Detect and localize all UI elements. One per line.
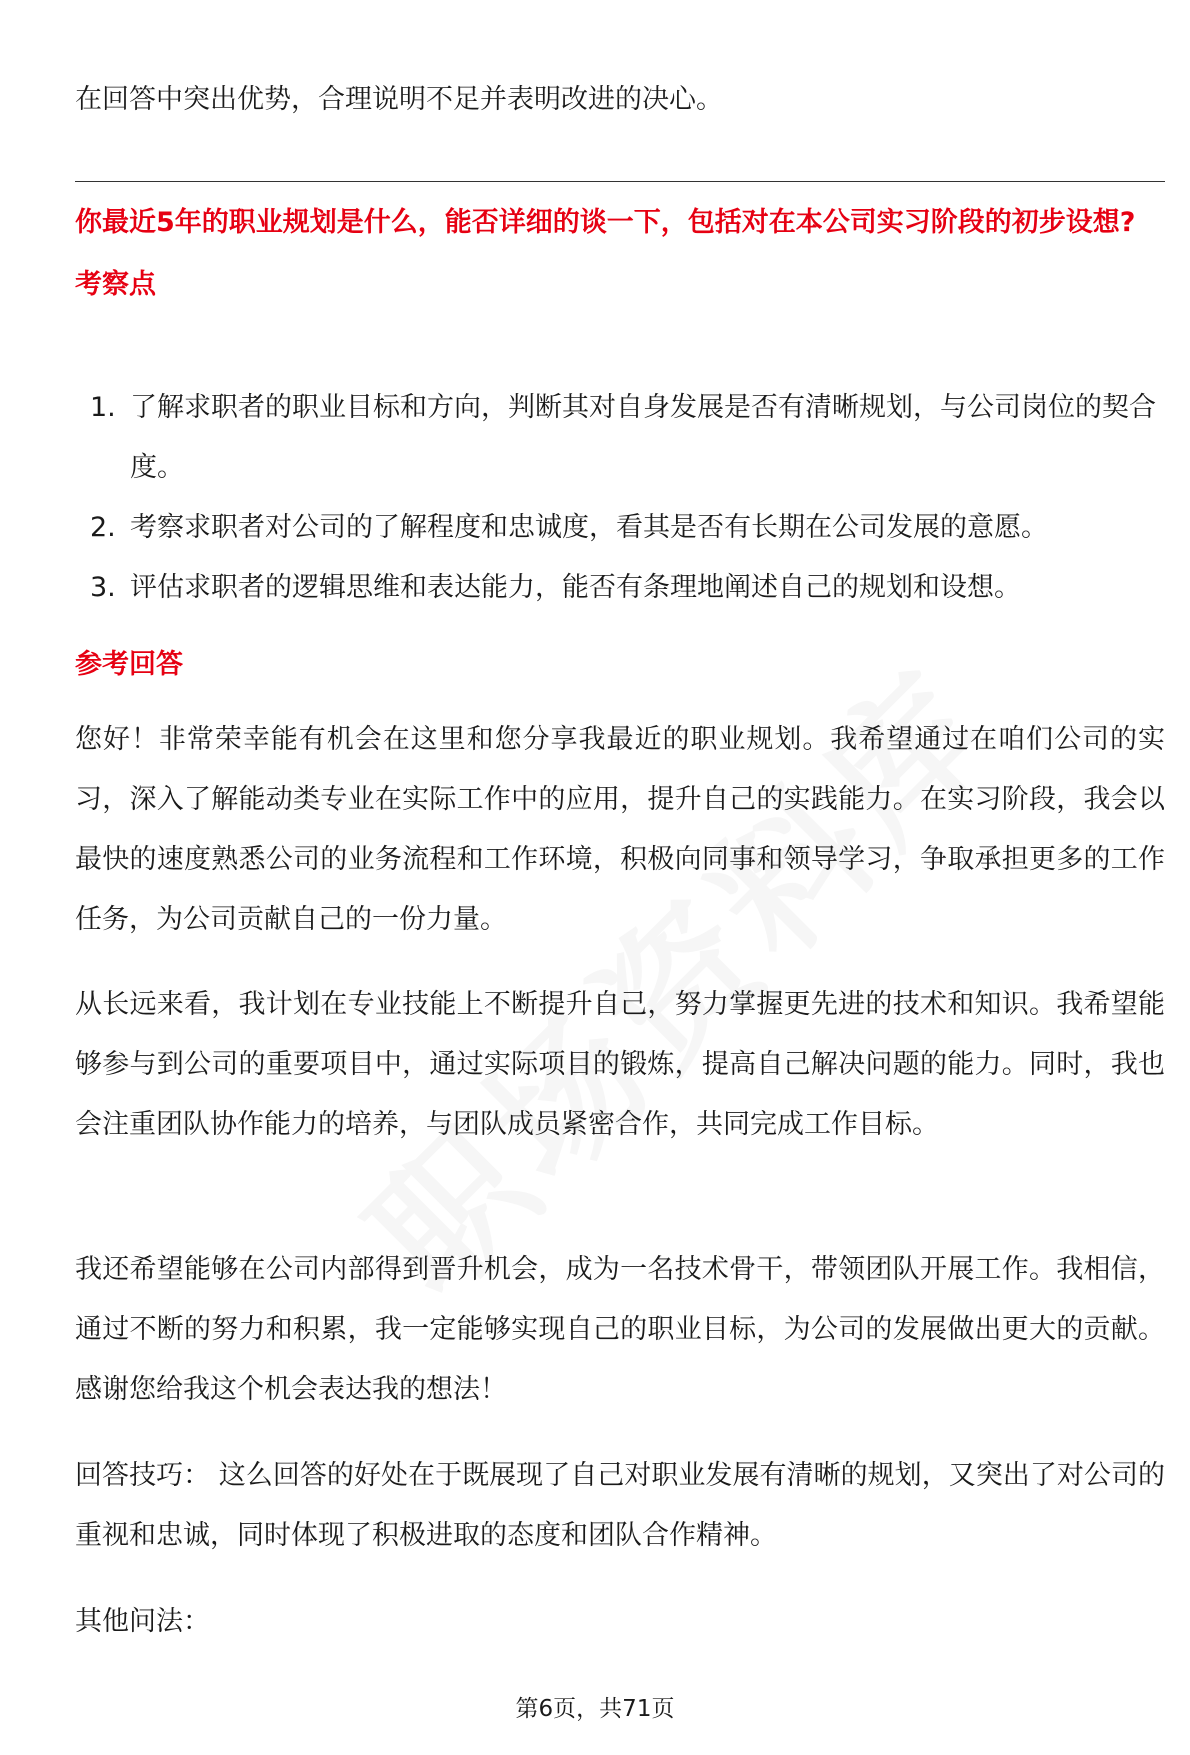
examine-point bbox=[75, 378, 1165, 498]
point-number: 3. bbox=[90, 572, 116, 603]
page-footer: 第6页，共71页 bbox=[515, 1696, 675, 1722]
point-text: 评估求职者的逻辑思维和表达能力，能否有条理地阐述自己的规划和设想。 bbox=[130, 572, 1021, 603]
answer-tips: 回答技巧： 这么回答的好处在于既展现了自己对职业发展有清晰的规划，又突出了对公司的重视和忠诚，同时体现了积极进取的态度和团队合作精神。 bbox=[75, 1460, 1165, 1551]
answer-heading: 参考回答 bbox=[75, 649, 183, 680]
point-number: 1. bbox=[90, 392, 116, 423]
examine-point bbox=[75, 558, 1165, 618]
point-text: 了解求职者的职业目标和方向，判断其对自身发展是否有清晰规划，与公司岗位的契合度。 bbox=[130, 392, 1156, 483]
intro-text: 在回答中突出优势，合理说明不足并表明改进的决心。 bbox=[75, 84, 723, 115]
point-text: 考察求职者对公司的了解程度和忠诚度，看其是否有长期在公司发展的意愿。 bbox=[130, 512, 1048, 543]
answer-paragraph: 从长远来看，我计划在专业技能上不断提升自己，努力掌握更先进的技术和知识。我希望能够参与到公司的重要项目中，通过实际项目的锻炼，提高自己解决问题的能力。同时，我也会注重团队协作能力的培养，与团队成员紧密合作，共同完成工作目标。 bbox=[75, 989, 1165, 1140]
answer-paragraph: 我还希望能够在公司内部得到晋升机会，成为一名技术骨干，带领团队开展工作。我相信，通过不断的努力和积累，我一定能够实现自己的职业目标，为公司的发展做出更大的贡献。感谢您给我这个机会表达我的想法！ bbox=[75, 1254, 1165, 1405]
examine-point bbox=[75, 498, 1165, 558]
document-page bbox=[75, 0, 1165, 1755]
answer-paragraph: 您好！非常荣幸能有机会在这里和您分享我最近的职业规划。我希望通过在咱们公司的实习，深入了解能动类专业在实际工作中的应用，提升自己的实践能力。在实习阶段，我会以最快的速度熟悉公司的业务流程和工作环境，积极向同事和领导学习，争取承担更多的工作任务，为公司贡献自己的一份力量。 bbox=[75, 724, 1165, 935]
examine-heading: 考察点 bbox=[75, 269, 156, 300]
divider bbox=[75, 181, 1165, 182]
examine-points-list bbox=[75, 378, 1165, 618]
other-questions-label: 其他问法： bbox=[75, 1606, 210, 1637]
point-number: 2. bbox=[90, 512, 116, 543]
question-title: 你最近5年的职业规划是什么，能否详细的谈一下，包括对在本公司实习阶段的初步设想? bbox=[75, 207, 1136, 238]
